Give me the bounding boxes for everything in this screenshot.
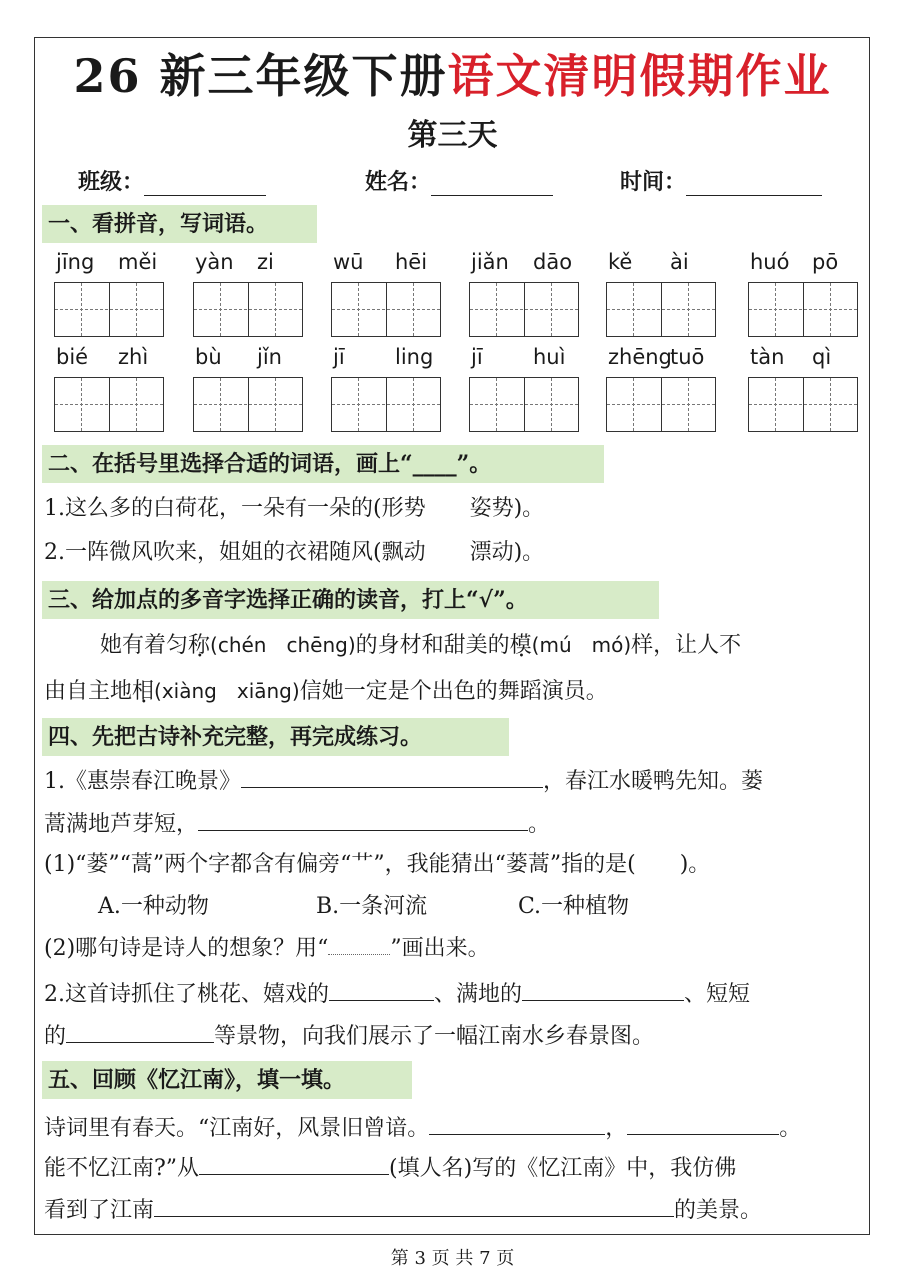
- s3-line1: [100, 630, 741, 661]
- pinyin-label: kě: [608, 250, 633, 274]
- section2-heading: 二、在括号里选择合适的词语，画上“____”。: [42, 445, 604, 483]
- s4-q1: (1)“蒌”“蒿”两个字都含有偏旁“艹”，我能猜出“蒌蒿”指的是( )。: [44, 852, 711, 877]
- s4-text: 。: [528, 812, 551, 837]
- answer-blank[interactable]: [429, 1112, 605, 1135]
- pinyin-label: huì: [533, 345, 566, 369]
- s5-text: 能不忆江南?”从: [44, 1156, 200, 1181]
- s5-text: ，: [605, 1116, 628, 1141]
- answer-blank[interactable]: [66, 1020, 214, 1043]
- pinyin-label: hēi: [395, 250, 428, 274]
- s4-text: ，春江水暖鸭先知。蒌: [543, 769, 764, 794]
- s3-text: 由自主地: [44, 679, 133, 704]
- poem-blank-1[interactable]: [241, 765, 543, 788]
- page-title: [0, 40, 905, 106]
- pinyin-label: jī: [333, 345, 345, 369]
- name-label: 姓名：: [365, 169, 432, 195]
- writing-grid[interactable]: [54, 282, 164, 337]
- pinyin-choice[interactable]: (mú mó): [531, 633, 632, 657]
- answer-blank[interactable]: [154, 1194, 674, 1217]
- pinyin-choice[interactable]: (chén chēng): [210, 633, 356, 657]
- day-subtitle: 第三天: [407, 118, 498, 153]
- pinyin-label: ling: [395, 345, 434, 369]
- writing-grid[interactable]: [469, 377, 579, 432]
- s5-text: 。: [779, 1116, 802, 1141]
- writing-grid[interactable]: [748, 377, 858, 432]
- s4-option-b[interactable]: B.一条河流: [316, 894, 428, 919]
- answer-blank[interactable]: [522, 978, 684, 1001]
- dotted-char: 称: [188, 633, 211, 658]
- s4-q2: [44, 934, 490, 964]
- pinyin-label: jiǎn: [471, 250, 509, 274]
- pinyin-label: pō: [812, 250, 839, 274]
- s5-text: (填人名)写的《忆江南》中，我仿佛: [389, 1156, 737, 1181]
- title-grade: 26 新三年级下册: [73, 49, 448, 103]
- writing-grid[interactable]: [193, 282, 303, 337]
- class-label: 班级：: [78, 169, 145, 195]
- class-blank[interactable]: [144, 171, 266, 196]
- s4-q3: [44, 978, 750, 1010]
- s3-text: 样，让人不: [631, 633, 742, 658]
- pinyin-label: ài: [670, 250, 689, 274]
- pinyin-label: qì: [812, 345, 832, 369]
- s3-text: 信她一定是个出色的舞蹈演员。: [299, 679, 608, 704]
- pinyin-label: yàn: [195, 250, 234, 274]
- name-field[interactable]: [365, 165, 553, 196]
- writing-grid[interactable]: [748, 282, 858, 337]
- s4-text: 、满地的: [434, 982, 523, 1007]
- writing-grid[interactable]: [331, 282, 441, 337]
- pinyin-label: jǐn: [257, 345, 282, 369]
- writing-grid[interactable]: [193, 377, 303, 432]
- s4-line1: [44, 765, 763, 797]
- dotted-char: 模: [509, 633, 532, 658]
- pinyin-label: wū: [333, 250, 364, 274]
- pinyin-label: bù: [195, 345, 222, 369]
- writing-grid[interactable]: [331, 377, 441, 432]
- pinyin-label: bié: [56, 345, 89, 369]
- writing-grid[interactable]: [606, 377, 716, 432]
- s4-text: (2)哪句诗是诗人的想象？用“: [44, 936, 329, 961]
- s5-text: 的美景。: [674, 1198, 763, 1223]
- time-field[interactable]: [620, 165, 822, 196]
- class-field[interactable]: [78, 165, 266, 196]
- writing-grid[interactable]: [54, 377, 164, 432]
- pinyin-label: zi: [257, 250, 274, 274]
- answer-blank[interactable]: [627, 1112, 779, 1135]
- s3-text: 的身材和甜美的: [355, 633, 510, 658]
- section3-heading: 三、给加点的多音字选择正确的读音，打上“√”。: [42, 581, 659, 619]
- s4-text: 等景物，向我们展示了一幅江南水乡春景图。: [214, 1024, 655, 1049]
- answer-blank[interactable]: [329, 978, 434, 1001]
- s4-line2: [44, 808, 550, 840]
- pinyin-label: huó: [750, 250, 790, 274]
- s4-q4: [44, 1020, 654, 1052]
- s4-text: 、短短: [684, 982, 751, 1007]
- s5-line3: [44, 1194, 762, 1226]
- time-blank[interactable]: [686, 171, 822, 196]
- s3-line2: [44, 676, 608, 707]
- section5-heading: 五、回顾《忆江南》，填一填。: [42, 1061, 412, 1099]
- pinyin-label: dāo: [533, 250, 573, 274]
- name-blank[interactable]: [431, 171, 553, 196]
- s4-text: 的: [44, 1024, 67, 1049]
- pinyin-label: jīng: [56, 250, 95, 274]
- pinyin-label: zhì: [118, 345, 149, 369]
- s4-option-a[interactable]: A.一种动物: [98, 894, 209, 919]
- writing-grid[interactable]: [469, 282, 579, 337]
- pinyin-label: zhēng: [608, 345, 672, 369]
- pinyin-label: tuō: [670, 345, 705, 369]
- author-blank[interactable]: [199, 1152, 389, 1175]
- section4-heading: 四、先把古诗补充完整，再完成练习。: [42, 718, 509, 756]
- pinyin-label: měi: [118, 250, 158, 274]
- q2-item1: 1.这么多的白荷花，一朵有一朵的(形势 姿势)。: [44, 496, 545, 521]
- pinyin-label: jī: [471, 345, 483, 369]
- poem-title: 1.《惠崇春江晚景》: [44, 769, 241, 794]
- wavy-underline-mark: [328, 934, 390, 955]
- s5-text: 看到了江南: [44, 1198, 155, 1223]
- section1-heading: 一、看拼音，写词语。: [42, 205, 317, 243]
- s4-text: ”画出来。: [390, 936, 490, 961]
- s4-text: 2.这首诗抓住了桃花、嬉戏的: [44, 982, 329, 1007]
- dotted-char: 相: [132, 679, 155, 704]
- title-subject: 语文清明假期作业: [447, 49, 832, 103]
- page-number: 第 3 页 共 7 页: [390, 1248, 515, 1269]
- s5-line2: [44, 1152, 736, 1184]
- time-label: 时间：: [620, 169, 687, 195]
- pinyin-choice[interactable]: (xiàng xiāng): [154, 679, 300, 703]
- s4-option-c[interactable]: C.一种植物: [518, 894, 630, 919]
- poem-blank-2[interactable]: [198, 808, 528, 831]
- s5-text: 诗词里有春天。“江南好，风景旧曾谙。: [44, 1116, 430, 1141]
- s4-text: 蒿满地芦芽短，: [44, 812, 199, 837]
- writing-grid[interactable]: [606, 282, 716, 337]
- s5-line1: [44, 1112, 801, 1144]
- q2-item2: 2.一阵微风吹来，姐姐的衣裙随风(飘动 漂动)。: [44, 540, 545, 565]
- pinyin-label: tàn: [750, 345, 785, 369]
- s3-text: 她有着匀: [100, 633, 189, 658]
